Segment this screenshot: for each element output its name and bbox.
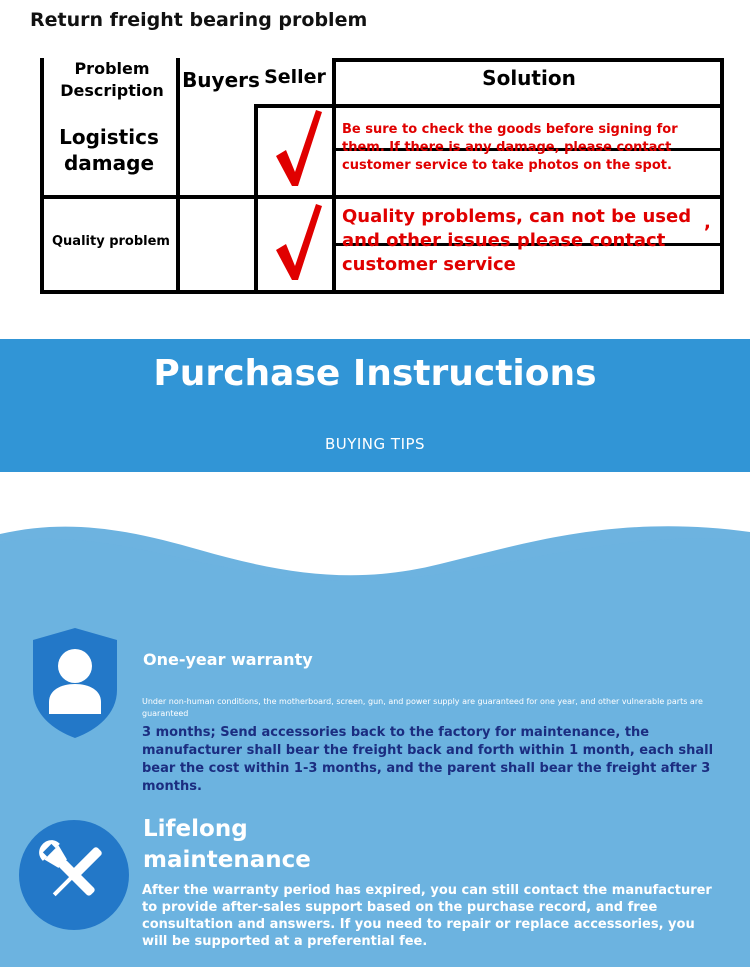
header-problem-line2: Description <box>60 81 164 100</box>
row-quality-solution: Quality problems, can not be used and other issues please contact customer service <box>342 206 692 275</box>
red-check-icon <box>272 106 324 188</box>
header-problem-line1: Problem <box>74 59 150 78</box>
table-border-bottom <box>40 290 724 294</box>
header-seller: Seller <box>264 66 326 88</box>
banner-subtitle: BUYING TIPS <box>324 435 426 453</box>
row-logistics-line2: damage <box>63 151 155 175</box>
purchase-instructions-banner <box>0 339 750 472</box>
row-quality-label: Quality problem <box>52 234 170 249</box>
warranty-fine-print: Under non-human conditions, the motherboard, screen, gun, and power supply are guaranteed for one year, and other vulnerable parts are guaranteed <box>142 697 703 718</box>
header-solution: Solution <box>482 66 576 90</box>
col-divider-3 <box>332 58 336 292</box>
wrench-screwdriver-icon <box>18 819 130 931</box>
user-shield-icon <box>29 626 121 740</box>
lifelong-maintenance-title: Lifelong maintenance <box>143 816 311 873</box>
row-logistics-label <box>44 124 174 176</box>
warranty-body: 3 months; Send accessories back to the factory for maintenance, the manufacturer shall bear the freight back and forth within 1 month, each shall bear the cost within 1-3 months, and the parent shall bear the freight after 3 months. <box>142 725 714 794</box>
row-quality-trailing-mark: , <box>704 212 711 233</box>
row-logistics-solution: Be sure to check the goods before signing for them. If there is any damage, please contact customer service to take photos on the spot. <box>342 122 678 173</box>
table-border-top <box>332 58 722 62</box>
row-logistics-line1: Logistics <box>59 125 159 149</box>
header-buyers: Buyers <box>182 68 260 92</box>
warranty-title: One-year warranty <box>143 650 313 669</box>
header-divider <box>254 104 724 108</box>
col-divider-2 <box>254 106 258 292</box>
lifelong-maintenance-body: After the warranty period has expired, you can still contact the manufacturer to provide after-sales support based on the purchase record, and free consultation and answers. If you need to repair or replace accessories, you will be supported at a preferential fee. <box>142 883 712 949</box>
row-divider <box>40 195 724 199</box>
header-problem-description <box>44 58 180 102</box>
table-border-right <box>720 58 724 294</box>
red-check-icon <box>272 200 324 282</box>
freight-table-title: Return freight bearing problem <box>30 9 368 31</box>
freight-table <box>40 58 724 296</box>
banner-title: Purchase Instructions <box>153 353 597 394</box>
